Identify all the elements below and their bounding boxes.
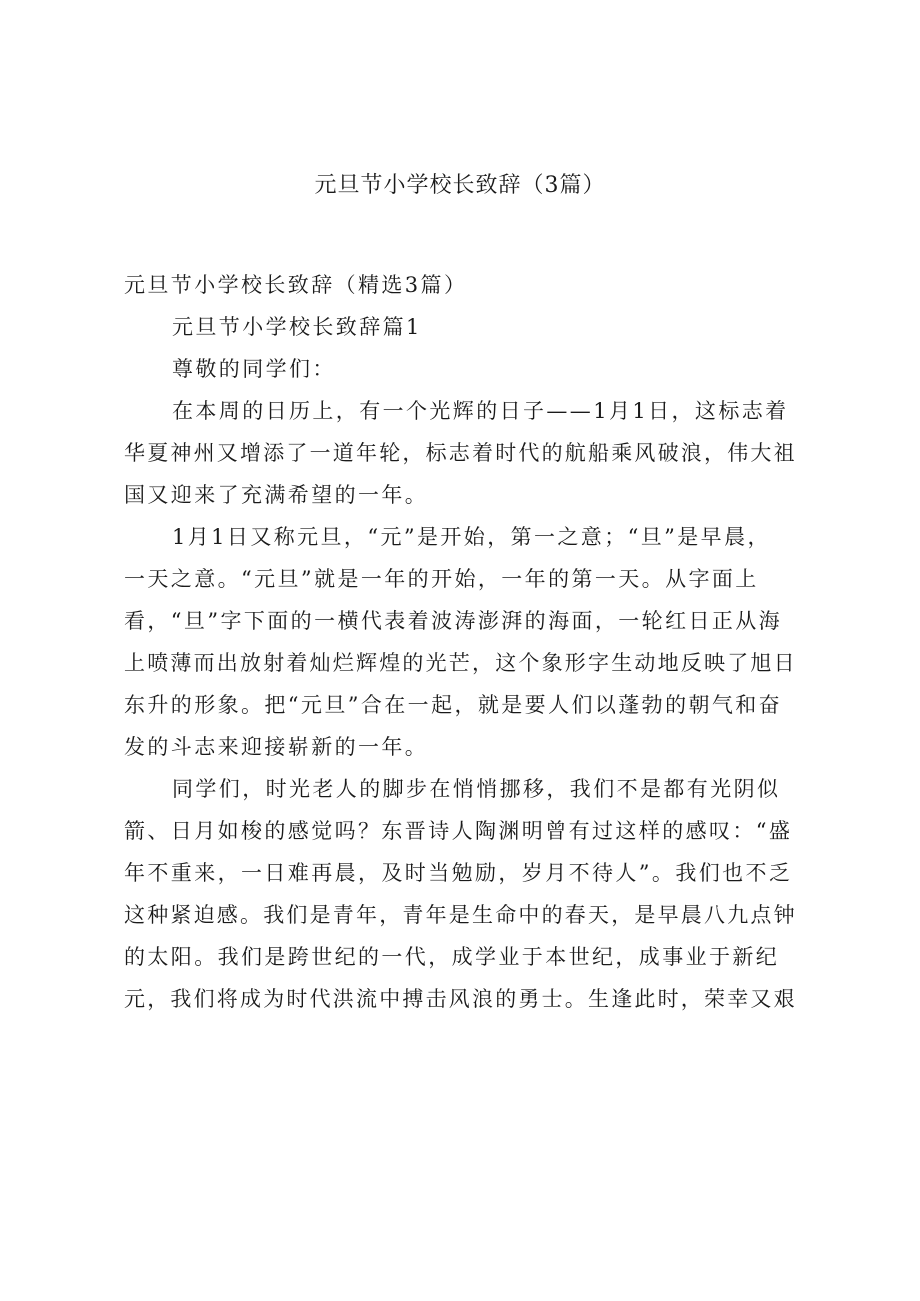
body-line: 箭、日月如梭的感觉吗？东晋诗人陶渊明曾有过这样的感叹：“盛 [124,819,793,843]
body-line: 看，“旦”字下面的一横代表着波涛澎湃的海面，一轮红日正从海 [124,609,783,633]
body-line: 尊敬的同学们： [172,357,336,381]
body-line: 元，我们将成为时代洪流中搏击风浪的勇士。生逢此时，荣幸又艰 [124,987,797,1011]
body-line: 这种紧迫感。我们是青年，青年是生命中的春天，是早晨八九点钟 [124,903,797,927]
body-line: 元旦节小学校长致辞篇1 [172,315,422,339]
body-line: 东升的形象。把“元旦”合在一起，就是要人们以蓬勃的朝气和奋 [124,693,783,717]
body-line: 年不重来，一日难再晨，及时当勉励，岁月不待人”。我们也不乏 [124,861,793,885]
body-line: 1月1日又称元旦，“元”是开始，第一之意；“旦”是早晨， [172,525,771,549]
body-line: 的太阳。我们是跨世纪的一代，成学业于本世纪，成事业于新纪 [124,945,780,969]
document-body [124,264,802,1020]
body-line: 上喷薄而出放射着灿烂辉煌的光芒，这个象形字生动地反映了旭日 [124,651,797,675]
body-line: 元旦节小学校长致辞（精选3篇） [124,273,468,297]
body-line: 一天之意。“元旦”就是一年的开始，一年的第一天。从字面上 [124,567,759,591]
body-line: 在本周的日历上，有一个光辉的日子——1月1日，这标志着 [172,399,789,423]
body-line: 国又迎来了充满希望的一年。 [124,483,429,507]
document-title: 元旦节小学校长致辞（3篇） [314,173,606,198]
body-line: 同学们，时光老人的脚步在悄悄挪移，我们不是都有光阴似 [172,777,781,801]
body-line: 发的斗志来迎接崭新的一年。 [124,735,429,759]
body-line: 华夏神州又增添了一道年轮，标志着时代的航船乘风破浪，伟大祖 [124,441,797,465]
